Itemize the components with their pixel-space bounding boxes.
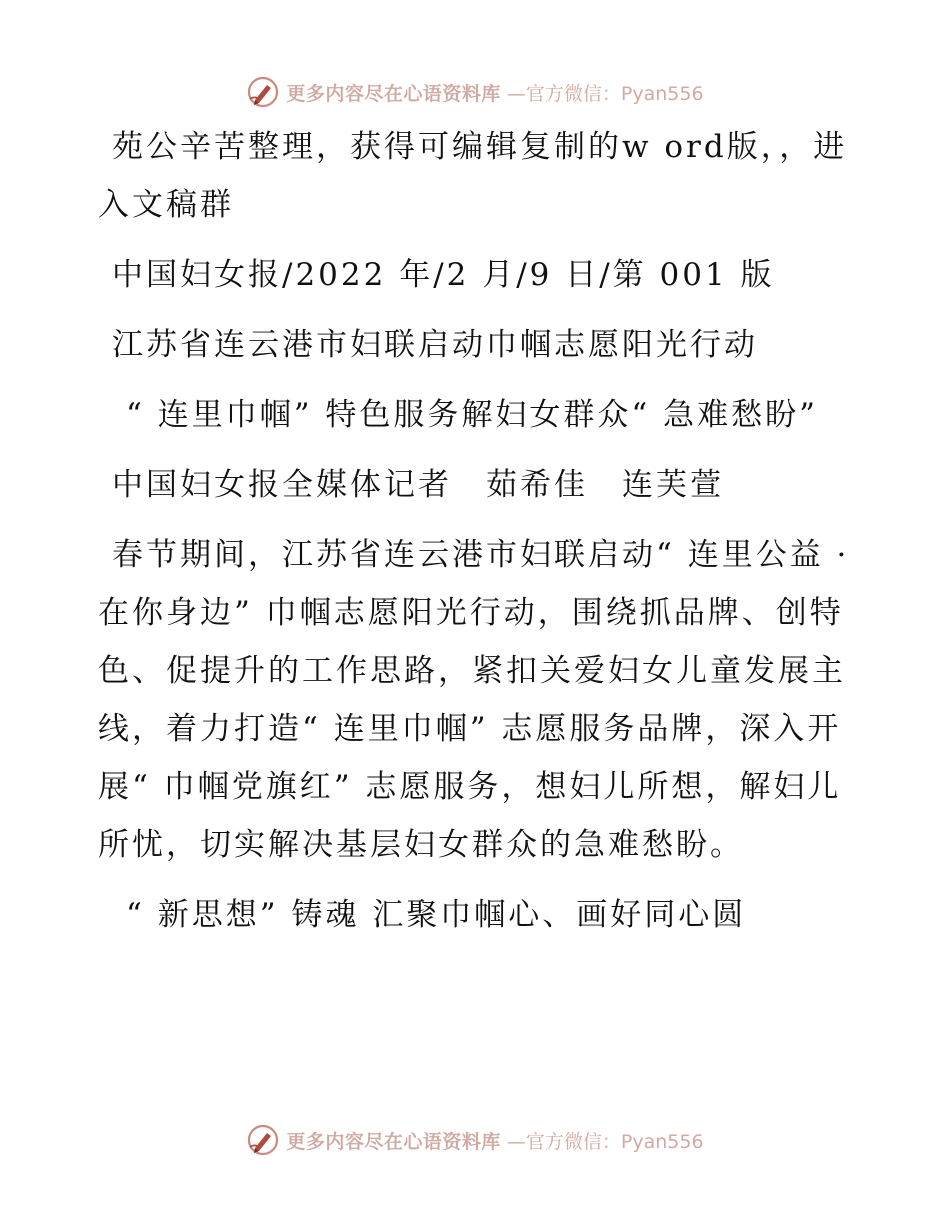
footer-watermark (0, 1120, 950, 1160)
watermark-contact-text: —官方微信：Pyan556 (506, 1130, 704, 1153)
intro-note: 苑公辛苦整理，获得可编辑复制的w ord版，，进入文稿群 (98, 129, 848, 223)
watermark-brand-text: 更多内容尽在心语资料库 (286, 82, 501, 105)
watermark-contact-text: —官方微信：Pyan556 (506, 82, 704, 105)
article-body (98, 118, 858, 944)
body-paragraph: 春节期间，江苏省连云港市妇联启动“ 连里公益 · 在你身边” 巾帼志愿阳光行动，围绕抓品牌、创特色、促提升的工作思路，紧扣关爱妇女儿童发展主线，着力打造“ 连里巾帼” 志愿服务品牌，深入开展“ 巾帼党旗红” 志愿服务，想妇儿所想，解妇儿所忧，切实解决基层妇女群众的急难愁盼。 (98, 537, 850, 863)
byline: 中国妇女报全媒体记者 茹希佳 连芙萱 (112, 467, 724, 503)
dateline: 中国妇女报/2022 年/2 月/9 日/第 001 版 (112, 257, 775, 293)
header-watermark (0, 72, 950, 112)
pen-logo-icon (246, 75, 280, 109)
pen-logo-icon (246, 1123, 280, 1157)
watermark-brand-text: 更多内容尽在心语资料库 (286, 1130, 501, 1153)
kicker-title: 江苏省连云港市妇联启动巾帼志愿阳光行动 (112, 327, 758, 363)
subheading: “ 新思想” 铸魂 汇聚巾帼心、画好同心圆 (126, 897, 747, 933)
headline: “ 连里巾帼” 特色服务解妇女群众“ 急难愁盼” (126, 397, 818, 433)
